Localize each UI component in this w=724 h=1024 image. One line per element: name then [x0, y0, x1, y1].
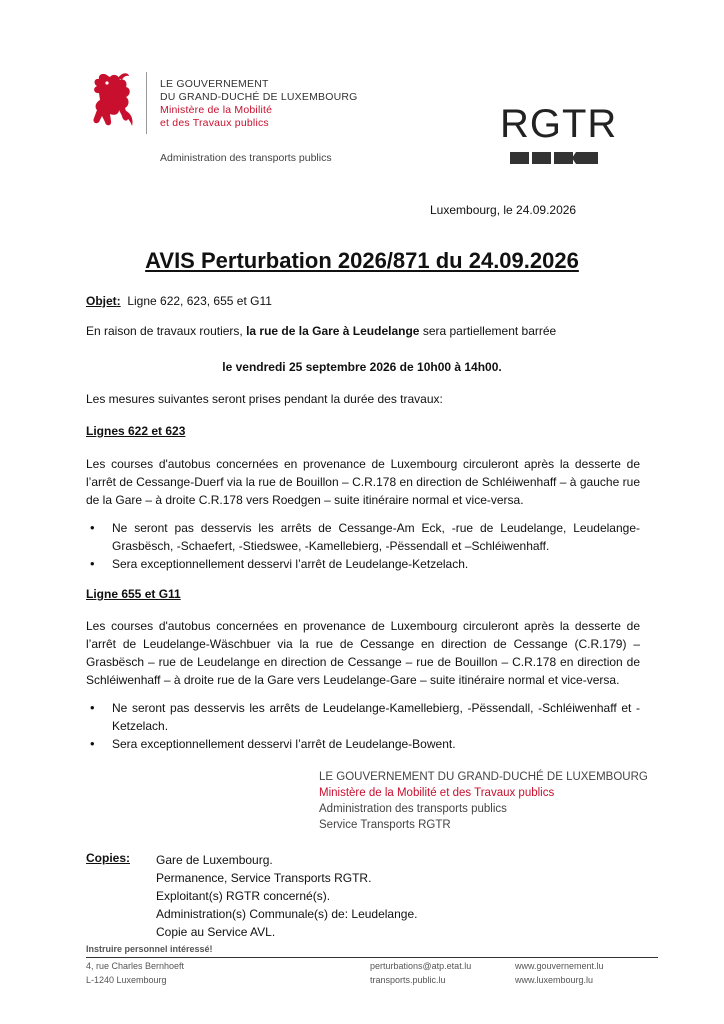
rgtr-logo-text: RGTR: [500, 102, 618, 146]
objet-line: [86, 292, 272, 310]
gov-line-1: LE GOUVERNEMENT: [160, 78, 269, 90]
list-item: Administration(s) Communale(s) de: Leudelange.: [156, 907, 418, 921]
intro-paragraph: [86, 322, 556, 340]
intro-after: sera partiellement barrée: [419, 324, 557, 338]
list-item: • Ne seront pas desservis les arrêts de Cessange-Am Eck, -rue de Leudelange, Leudelange-Grasbësch, -Schaefert, -Stiedswee, -Kamellebierg, -Pëssendall et –Schléiwenhaff.: [86, 519, 640, 555]
footer-address: [86, 959, 184, 987]
rgtr-logo-bars-icon: [510, 150, 600, 166]
footer-luxembourg-link[interactable]: www.luxembourg.lu: [515, 975, 594, 985]
footer-email-link[interactable]: perturbations@atp.etat.lu: [370, 961, 472, 971]
list-item: Gare de Luxembourg.: [156, 853, 273, 867]
signature-block: [319, 769, 648, 833]
list-item: • Ne seront pas desservis les arrêts de Leudelange-Kamellebierg, -Pëssendall, -Schléiwenhaff et -Ketzelach.: [86, 699, 640, 735]
gov-line-2: DU GRAND-DUCHÉ DE LUXEMBOURG: [160, 91, 358, 103]
objet-label: Objet: [86, 294, 117, 308]
signature-line-3: Administration des transports publics: [319, 803, 507, 815]
address-line-1: 4, rue Charles Bernhoeft: [86, 961, 185, 971]
list-item: • Sera exceptionnellement desservi l’arrêt de Leudelange-Bowent.: [86, 735, 640, 753]
footer-note: Instruire personnel intéressé!: [86, 944, 213, 954]
signature-line-2: Ministère de la Mobilité et des Travaux publics: [319, 787, 555, 799]
objet-colon: :: [116, 294, 121, 308]
intro-bold: la rue de la Gare à Leudelange: [246, 324, 420, 338]
header-separator: [146, 72, 147, 134]
page-title: AVIS Perturbation 2026/871 du 24.09.2026: [145, 248, 579, 273]
list-item: Copie au Service AVL.: [156, 925, 276, 939]
signature-line-1: LE GOUVERNEMENT DU GRAND-DUCHÉ DE LUXEMBOURG: [319, 771, 648, 783]
footer-divider: [86, 957, 658, 958]
objet-value: Ligne 622, 623, 655 et G11: [127, 294, 272, 308]
list-item: • Sera exceptionnellement desservi l’arrêt de Leudelange-Ketzelach.: [86, 555, 640, 573]
footer-transports-link[interactable]: transports.public.lu: [370, 975, 446, 985]
closure-date-range: le vendredi 25 septembre 2026 de 10h00 à 14h00.: [222, 360, 502, 374]
government-name-block: [160, 78, 358, 130]
copies-label: Copies:: [86, 851, 131, 865]
footer-contact: [370, 959, 471, 987]
section-heading-ligne-655-g11: Ligne 655 et G11: [86, 587, 181, 601]
signature-line-4: Service Transports RGTR: [319, 819, 451, 831]
section-heading-lignes-622-623: Lignes 622 et 623: [86, 424, 186, 438]
ministry-line-2: et des Travaux publics: [160, 117, 269, 129]
address-line-2: L-1240 Luxembourg: [86, 975, 167, 985]
section-2-bullet-list: [86, 699, 640, 753]
section-1-bullet-list: [86, 519, 640, 573]
administration-name: Administration des transports publics: [160, 152, 332, 164]
ministry-line-1: Ministère de la Mobilité: [160, 104, 273, 116]
footer-websites: [515, 959, 604, 987]
list-item: Exploitant(s) RGTR concerné(s).: [156, 889, 331, 903]
section-2-paragraph: Les courses d'autobus concernées en provenance de Luxembourg circuleront après la desserte de l’arrêt de Leudelange-Wäschbuer via la rue de Cessange en direction de Cessange (C.R.179) – Grasbësch – rue de Leudelange en direction de Cessange – rue de Bouillon – C.R.178 en direction de Schléiwenhaff – à droite rue de la Gare vers Leudelange-Gare – suite itinéraire normal et vice-versa.: [86, 619, 640, 687]
document-date: Luxembourg, le 24.09.2026: [430, 203, 577, 217]
luxembourg-lion-logo-icon: [88, 70, 136, 132]
list-item: Permanence, Service Transports RGTR.: [156, 871, 372, 885]
intro-before: En raison de travaux routiers,: [86, 324, 247, 338]
section-1-paragraph: Les courses d'autobus concernées en provenance de Luxembourg circuleront après la desserte de l’arrêt de Cessange-Duerf via la rue de Bouillon – C.R.178 en direction de Schléiwenhaff – à gauche rue de la Gare – à droite C.R.178 vers Roedgen – suite itinéraire normal et vice-versa.: [86, 457, 640, 507]
copies-list: [156, 851, 417, 941]
measures-intro: Les mesures suivantes seront prises pendant la durée des travaux:: [86, 392, 443, 406]
footer-gouvernement-link[interactable]: www.gouvernement.lu: [515, 961, 604, 971]
